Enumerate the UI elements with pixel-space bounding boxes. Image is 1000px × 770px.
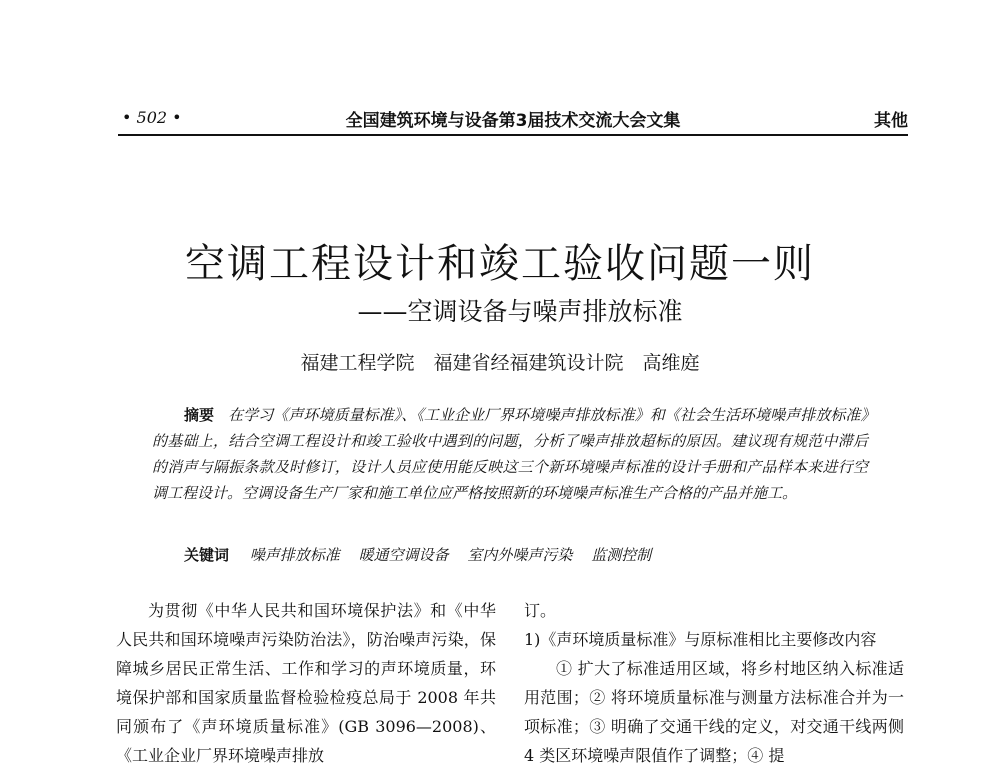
body-paragraph: 为贯彻《中华人民共和国环境保护法》和《中华人民共和国环境噪声污染防治法》，防治噪声污染，保障城乡居民正常生活、工作和学习的声环境质量，环境保护部和国家质量监督检验检疫总局于 2008 年共同颁布了《声环境质量标准》(GB 3096—2008)、《工业企业厂界环境噪声排放 — [116, 601, 496, 765]
keyword: 监测控制 — [591, 546, 652, 564]
keywords-label: 关键词 — [184, 546, 230, 564]
abstract-text: 在学习《声环境质量标准》、《工业企业厂界环境噪声排放标准》和《社会生活环境噪声排放标准》的基础上，结合空调工程设计和竣工验收中遇到的问题，分析了噪声排放超标的原因。建议现有规范中滞后的消声与隔振条款及时修订，设计人员应使用能反映这三个新环境噪声标准的设计手册和产品样本来进行空调工程设计。空调设备生产厂家和施工单位应严格按照新的环境噪声标准生产合格的产品并施工。 — [152, 406, 868, 502]
journal-title: 全国建筑环境与设备第3届技术交流大会文集 — [345, 111, 681, 131]
article-subtitle: ——空调设备与噪声排放标准 — [357, 297, 683, 326]
section-heading: 1)《声环境质量标准》与原标准相比主要修改内容 — [524, 630, 877, 649]
section-label: 其他 — [874, 111, 908, 131]
running-header — [118, 104, 908, 136]
abstract-label: 摘要 — [184, 406, 215, 424]
body-paragraph: ① 扩大了标准适用区域，将乡村地区纳入标准适用范围；② 将环境质量标准与测量方法标准合并为一项标准；③ 明确了交通干线的定义，对交通干线两侧 4 类区环境噪声限值作了调整；④ 提 — [524, 659, 904, 765]
keywords — [184, 544, 884, 565]
abstract — [152, 402, 868, 506]
article-title: 空调工程设计和竣工验收问题一则 — [185, 241, 815, 287]
body-column-left — [116, 596, 496, 770]
keyword: 暖通空调设备 — [358, 546, 449, 564]
author-line: 福建工程学院 福建省经福建筑设计院 高维庭 — [300, 352, 700, 374]
page-number: • 502 • — [122, 108, 182, 127]
keyword: 室内外噪声污染 — [467, 546, 573, 564]
keyword: 噪声排放标准 — [249, 546, 340, 564]
body-column-right — [524, 596, 904, 770]
body-paragraph-continuation: 订。 — [524, 601, 557, 620]
